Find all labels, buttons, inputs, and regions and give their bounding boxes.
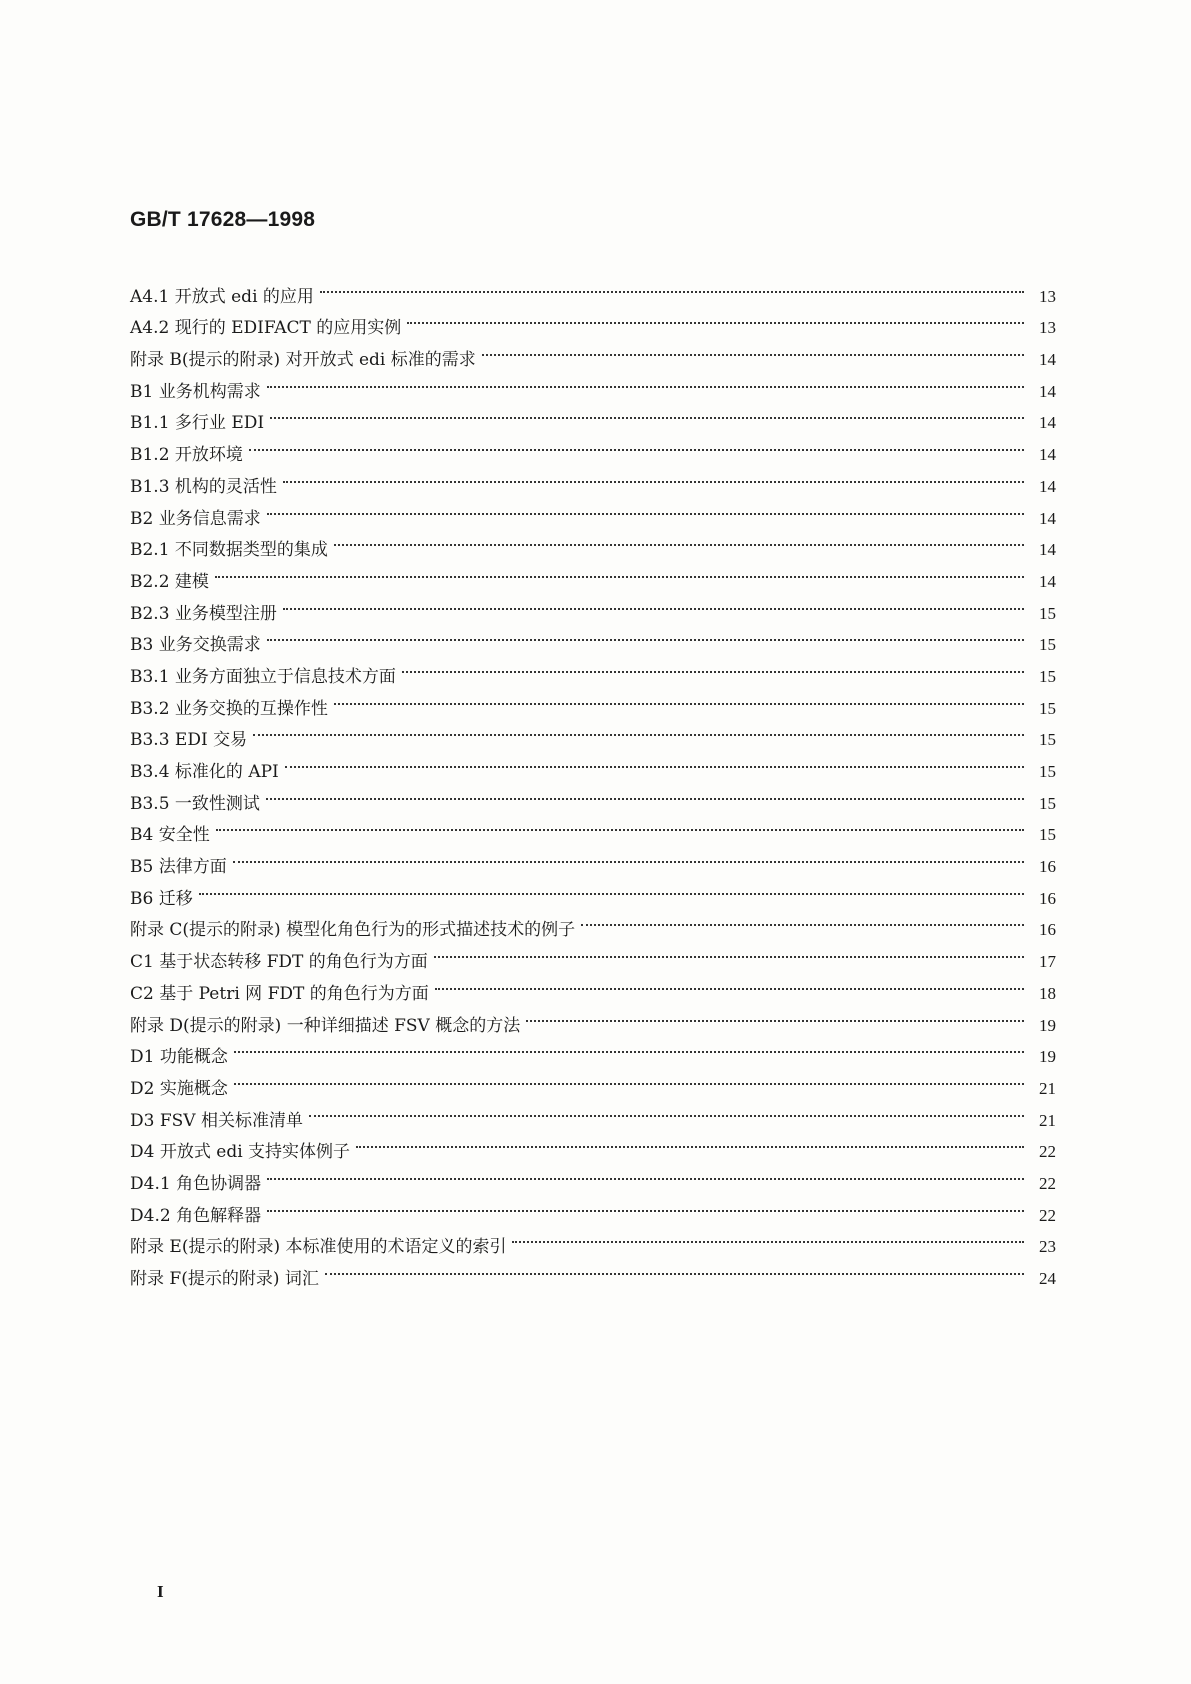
toc-dot-leader	[407, 302, 1024, 334]
toc-dot-leader	[334, 524, 1024, 556]
toc-entry-page: 15	[1039, 825, 1056, 845]
toc-entry-page: 15	[1039, 762, 1056, 781]
toc-entry[interactable]	[130, 650, 1056, 687]
toc-entry[interactable]	[130, 460, 1056, 497]
toc-dot-leader	[320, 270, 1024, 302]
toc-entry-page: 15	[1039, 603, 1056, 623]
toc-entry-page: 24	[1039, 1269, 1056, 1288]
toc-entry[interactable]	[130, 904, 1056, 941]
toc-entry-label: D4.1 角色协调器	[130, 1173, 262, 1194]
toc-dot-leader	[267, 365, 1024, 397]
toc-entry-page: 14	[1039, 413, 1056, 433]
toc-entry-page: 15	[1039, 635, 1056, 655]
toc-entry-page: 14	[1039, 571, 1056, 591]
toc-entry-page: 17	[1039, 952, 1056, 972]
toc-entry-label: 附录 B(提示的附录) 对开放式 edi 标准的需求	[130, 350, 476, 371]
toc-dot-leader	[253, 714, 1024, 746]
toc-entry[interactable]	[130, 777, 1056, 814]
toc-entry-label: B3 业务交换需求	[130, 635, 261, 656]
toc-entry-page: 18	[1039, 983, 1056, 1003]
toc-entry-label: B1 业务机构需求	[130, 381, 261, 402]
toc-entry[interactable]	[130, 1031, 1056, 1068]
toc-dot-leader	[234, 1062, 1024, 1094]
toc-dot-leader	[267, 492, 1024, 524]
toc-entry-label: D2 实施概念	[130, 1078, 228, 1099]
toc-dot-leader	[215, 555, 1024, 587]
toc-entry-label: B2.1 不同数据类型的集成	[130, 540, 328, 561]
toc-entry-label: B3.1 业务方面独立于信息技术方面	[130, 666, 396, 687]
toc-entry[interactable]	[130, 745, 1056, 782]
toc-entry-page: 19	[1039, 1015, 1056, 1035]
toc-entry-page: 16	[1039, 857, 1056, 877]
toc-entry-label: A4.2 现行的 EDIFACT 的应用实例	[130, 318, 402, 339]
toc-entry-label: B3.4 标准化的 API	[130, 762, 279, 782]
toc-entry-label: B3.3 EDI 交易	[130, 730, 248, 751]
toc-dot-leader	[435, 967, 1024, 999]
table-of-contents	[130, 270, 1056, 1289]
toc-dot-leader	[356, 1126, 1024, 1158]
toc-entry-label: B2.3 业务模型注册	[130, 603, 277, 624]
toc-entry-label: B3.2 业务交换的互操作性	[130, 698, 328, 719]
toc-entry-label: D4 开放式 edi 支持实体例子	[130, 1142, 351, 1163]
standard-code: GB/T 17628—1998	[130, 208, 316, 231]
toc-entry-page: 13	[1039, 318, 1056, 338]
toc-entry-page: 22	[1039, 1173, 1056, 1193]
toc-entry-label: B1.2 开放环境	[130, 445, 243, 466]
toc-dot-leader	[270, 397, 1024, 429]
toc-entry[interactable]	[130, 809, 1056, 846]
toc-entry-label: B6 迁移	[130, 888, 193, 909]
toc-dot-leader	[266, 777, 1024, 809]
toc-entry[interactable]	[130, 587, 1056, 624]
toc-entry-page: 15	[1039, 698, 1056, 718]
toc-entry[interactable]	[130, 1189, 1056, 1226]
toc-entry[interactable]	[130, 524, 1056, 561]
toc-entry-label: D3 FSV 相关标准清单	[130, 1110, 303, 1131]
toc-dot-leader	[234, 1031, 1024, 1063]
toc-entry[interactable]	[130, 1062, 1056, 1099]
toc-entry-page: 15	[1039, 730, 1056, 750]
toc-dot-leader	[216, 809, 1024, 841]
toc-entry-label: B2.2 建模	[130, 571, 209, 592]
toc-dot-leader	[267, 1157, 1024, 1189]
toc-entry-label: C2 基于 Petri 网 FDT 的角色行为方面	[130, 983, 429, 1004]
toc-entry-page: 21	[1039, 1078, 1056, 1098]
toc-entry-page: 14	[1039, 350, 1056, 370]
page-number: I	[157, 1582, 164, 1601]
toc-entry-page: 14	[1039, 508, 1056, 528]
toc-entry[interactable]	[130, 270, 1056, 307]
toc-entry-label: 附录 F(提示的附录) 词汇	[130, 1269, 319, 1289]
toc-entry-page: 16	[1039, 920, 1056, 940]
toc-entry[interactable]	[130, 1221, 1056, 1258]
toc-entry-label: 附录 E(提示的附录) 本标准使用的术语定义的索引	[130, 1237, 507, 1258]
toc-dot-leader	[512, 1221, 1024, 1253]
toc-dot-leader	[233, 840, 1024, 872]
toc-dot-leader	[434, 935, 1024, 967]
toc-dot-leader	[283, 587, 1024, 619]
toc-entry[interactable]	[130, 365, 1056, 402]
toc-entry-page: 22	[1039, 1142, 1056, 1162]
toc-entry-label: B4 安全性	[130, 825, 210, 846]
toc-entry-label: B2 业务信息需求	[130, 508, 261, 529]
toc-entry-label: B1.1 多行业 EDI	[130, 413, 265, 434]
toc-dot-leader	[581, 904, 1024, 936]
toc-entry-page: 14	[1039, 540, 1056, 560]
toc-entry-label: D1 功能概念	[130, 1047, 228, 1068]
toc-dot-leader	[285, 745, 1024, 777]
toc-entry-label: C1 基于状态转移 FDT 的角色行为方面	[130, 952, 428, 973]
toc-dot-leader	[334, 682, 1024, 714]
toc-entry[interactable]	[130, 840, 1056, 878]
toc-dot-leader	[402, 650, 1024, 682]
toc-entry-label: A4.1 开放式 edi 的应用	[130, 286, 314, 307]
toc-entry-page: 14	[1039, 445, 1056, 465]
toc-entry-page: 14	[1039, 381, 1056, 401]
toc-entry-page: 14	[1039, 476, 1056, 496]
toc-dot-leader	[249, 428, 1024, 460]
toc-entry-page: 23	[1039, 1237, 1056, 1257]
toc-entry-page: 22	[1039, 1205, 1056, 1225]
toc-entry-label: B5 法律方面	[130, 857, 227, 878]
toc-entry-page: 16	[1039, 888, 1056, 908]
toc-entry-label: B1.3 机构的灵活性	[130, 476, 277, 497]
toc-entry[interactable]	[130, 492, 1056, 529]
toc-entry-page: 15	[1039, 793, 1056, 813]
toc-dot-leader	[267, 1189, 1024, 1221]
toc-entry-label: B3.5 一致性测试	[130, 793, 260, 814]
toc-entry[interactable]	[130, 872, 1056, 909]
toc-entry[interactable]	[130, 619, 1056, 656]
toc-entry[interactable]	[130, 1094, 1056, 1131]
toc-entry-label: D4.2 角色解释器	[130, 1205, 262, 1226]
toc-entry-page: 13	[1039, 286, 1056, 306]
toc-dot-leader	[283, 460, 1024, 492]
toc-dot-leader	[199, 872, 1024, 904]
toc-dot-leader	[482, 333, 1024, 365]
toc-entry[interactable]	[130, 714, 1056, 751]
toc-dot-leader	[325, 1252, 1024, 1284]
toc-entry-label: 附录 C(提示的附录) 模型化角色行为的形式描述技术的例子	[130, 920, 576, 941]
toc-dot-leader	[309, 1094, 1024, 1126]
toc-dot-leader	[526, 999, 1024, 1031]
toc-entry-page: 19	[1039, 1047, 1056, 1067]
toc-entry-label: 附录 D(提示的附录) 一种详细描述 FSV 概念的方法	[130, 1015, 521, 1036]
toc-entry-page: 15	[1039, 666, 1056, 686]
toc-entry[interactable]	[130, 397, 1056, 434]
toc-entry[interactable]	[130, 428, 1056, 466]
toc-entry[interactable]	[130, 1157, 1056, 1194]
toc-entry[interactable]	[130, 555, 1056, 592]
toc-entry-page: 21	[1039, 1110, 1056, 1130]
toc-dot-leader	[267, 619, 1024, 651]
